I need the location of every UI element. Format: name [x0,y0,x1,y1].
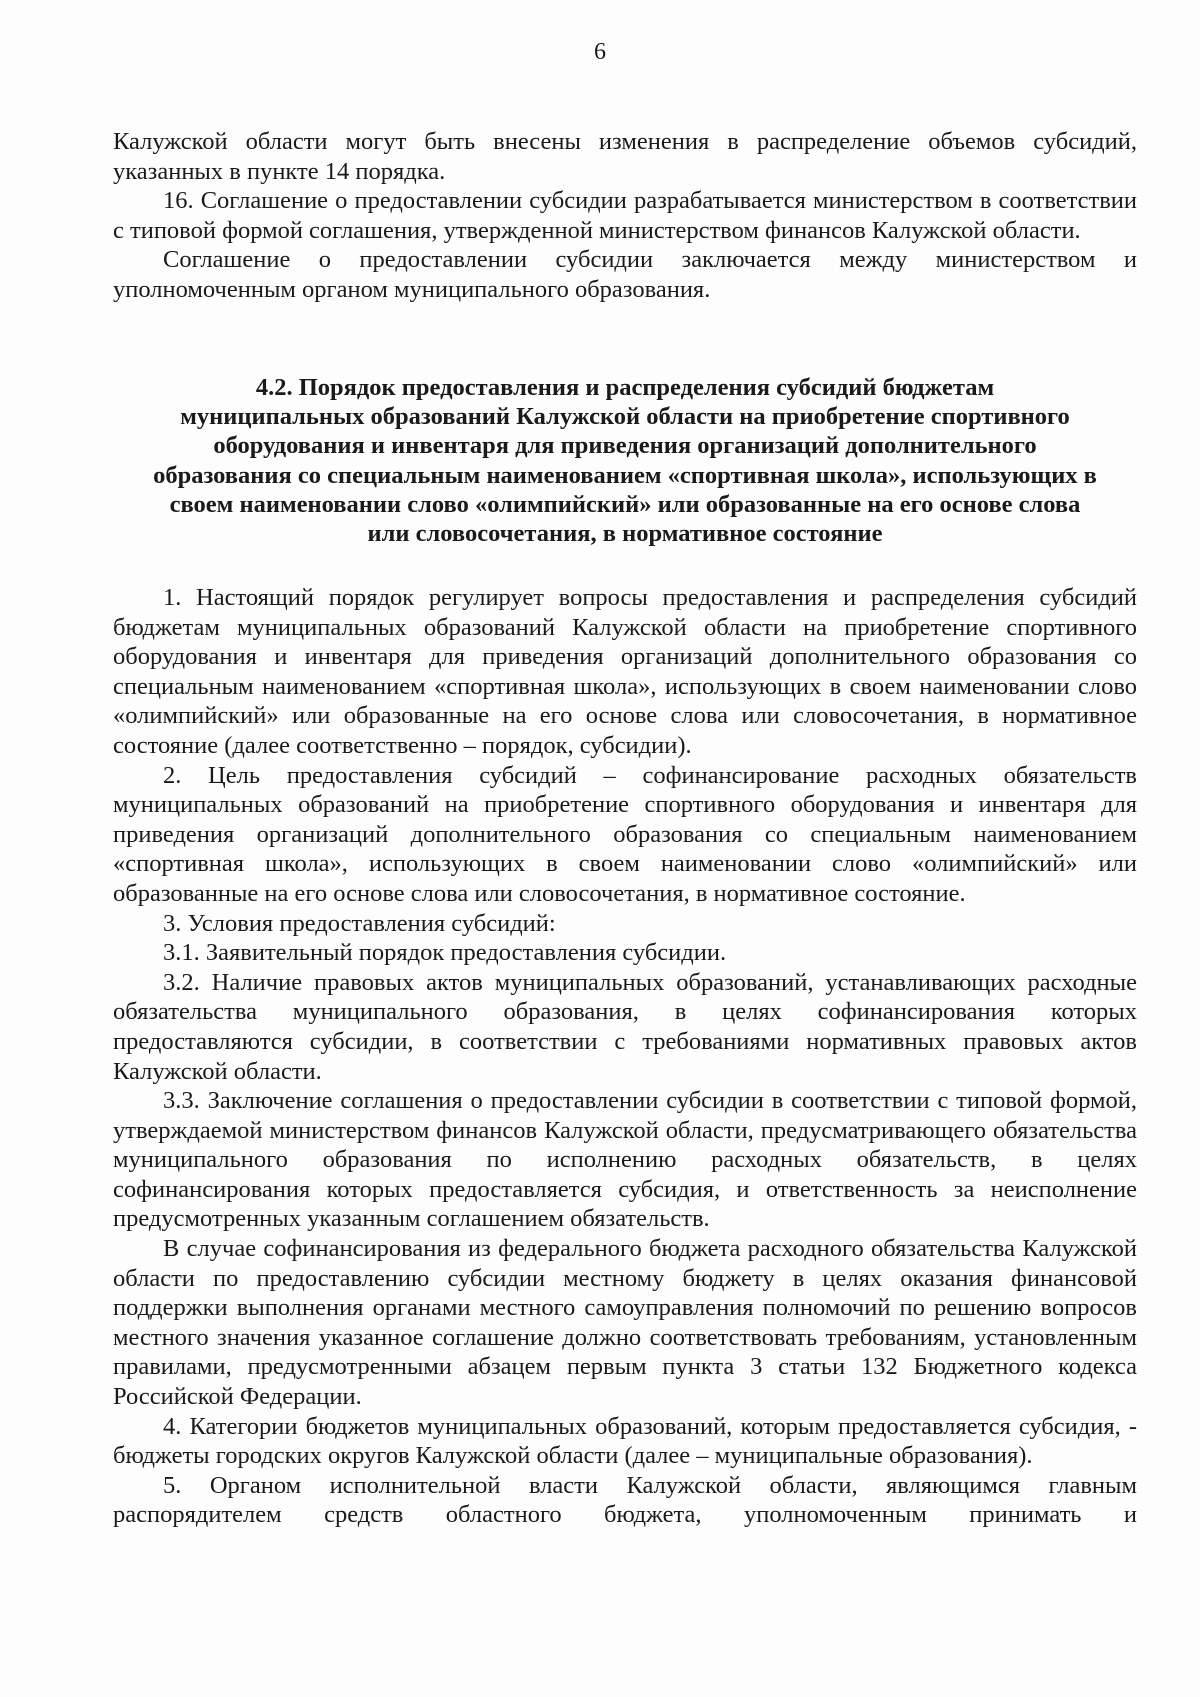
heading-line: 4.2. Порядок предоставления и распределения субсидий бюджетам [255,374,995,401]
heading-line: муниципальных образований Калужской области на приобретение спортивного [180,403,1070,431]
paragraph-2: 2. Цель предоставления субсидий – софинансирование расходных обязательств муниципальных образований на приобретение спортивного оборудования и инвентаря для приведения организаций дополнительного образования со специальным наименованием «спортивная школа», использующих в своем наименовании слово «олимпийский» или образованные на его основе слова или словосочетания, в нормативное состояние. [113,761,1137,907]
paragraph-3-1: 3.1. Заявительный порядок предоставления субсидии. [163,939,727,967]
top-text-block [113,127,1137,305]
paragraph-16: 16. Соглашение о предоставлении субсидии разрабатывается министерством в соответствии с типовой формой соглашения, утвержденной министерством финансов Калужской области. [113,187,1137,244]
paragraph-4: 4. Категории бюджетов муниципальных образований, которым предоставляется субсидия, - бюджеты городских округов Калужской области (далее – муниципальные образования). [113,1412,1137,1470]
paragraph-3-2: 3.2. Наличие правовых актов муниципальных образований, устанавливающих расходные обязательства муниципального образования, в целях софинансирования которых предоставляются субсидии, в соответствии с требованиями нормативных правовых актов Калужской области. [113,968,1137,1085]
paragraph-3-3: 3.3. Заключение соглашения о предоставлении субсидии в соответствии с типовой формой, утверждаемой министерством финансов Калужской области, предусматривающего обязательства муниципального образования по исполнению расходных обязательств, в целях софинансирования которых предоставляется субсидия, и ответственность за неисполнение предусмотренных указанным соглашением обязательств. [113,1087,1137,1233]
heading-line: образования со специальным наименованием «спортивная школа», использующих в [153,461,1097,489]
paragraph-federal-cofinancing: В случае софинансирования из федерального бюджета расходного обязательства Калужской области по предоставлению субсидии местному бюджету в целях оказания финансовой поддержки выполнения органами местного самоуправления полномочий по решению вопросов местного значения указанное соглашение должно соответствовать требованиям, установленным правилами, предусмотренными абзацем первым пункта 3 статьи 132 Бюджетного кодекса Российской Федерации. [113,1235,1137,1411]
paragraph-5: 5. Органом исполнительной власти Калужской области, являющимся главным распорядителем средств областного бюджета, уполномоченным принимать и [113,1471,1137,1529]
heading-line: или словосочетания, в нормативное состояние [367,520,883,548]
paragraph-agreement: Соглашение о предоставлении субсидии заключается между министерством и уполномоченным органом муниципального образования. [113,246,1137,303]
heading-line: своем наименовании слово «олимпийский» или образованные на его основе слова [169,490,1081,518]
main-text-block [113,583,1137,1530]
paragraph-3: 3. Условия предоставления субсидий: [163,909,556,937]
paragraph-continuation: Калужской области могут быть внесены изменения в распределение объемов субсидий, указанных в пункте 14 порядка. [113,128,1137,185]
section-heading [113,373,1137,548]
page-number: 6 [594,39,606,65]
heading-line: оборудования и инвентаря для приведения организаций дополнительного [213,432,1037,460]
paragraph-1: 1. Настоящий порядок регулирует вопросы предоставления и распределения субсидий бюджетам муниципальных образований Калужской области на приобретение спортивного оборудования и инвентаря для приведения организаций дополнительного образования со специальным наименованием «спортивная школа», использующих в своем наименовании слово «олимпийский» или образованные на его основе слова или словосочетания, в нормативное состояние (далее соответственно – порядок, субсидии). [113,584,1137,759]
